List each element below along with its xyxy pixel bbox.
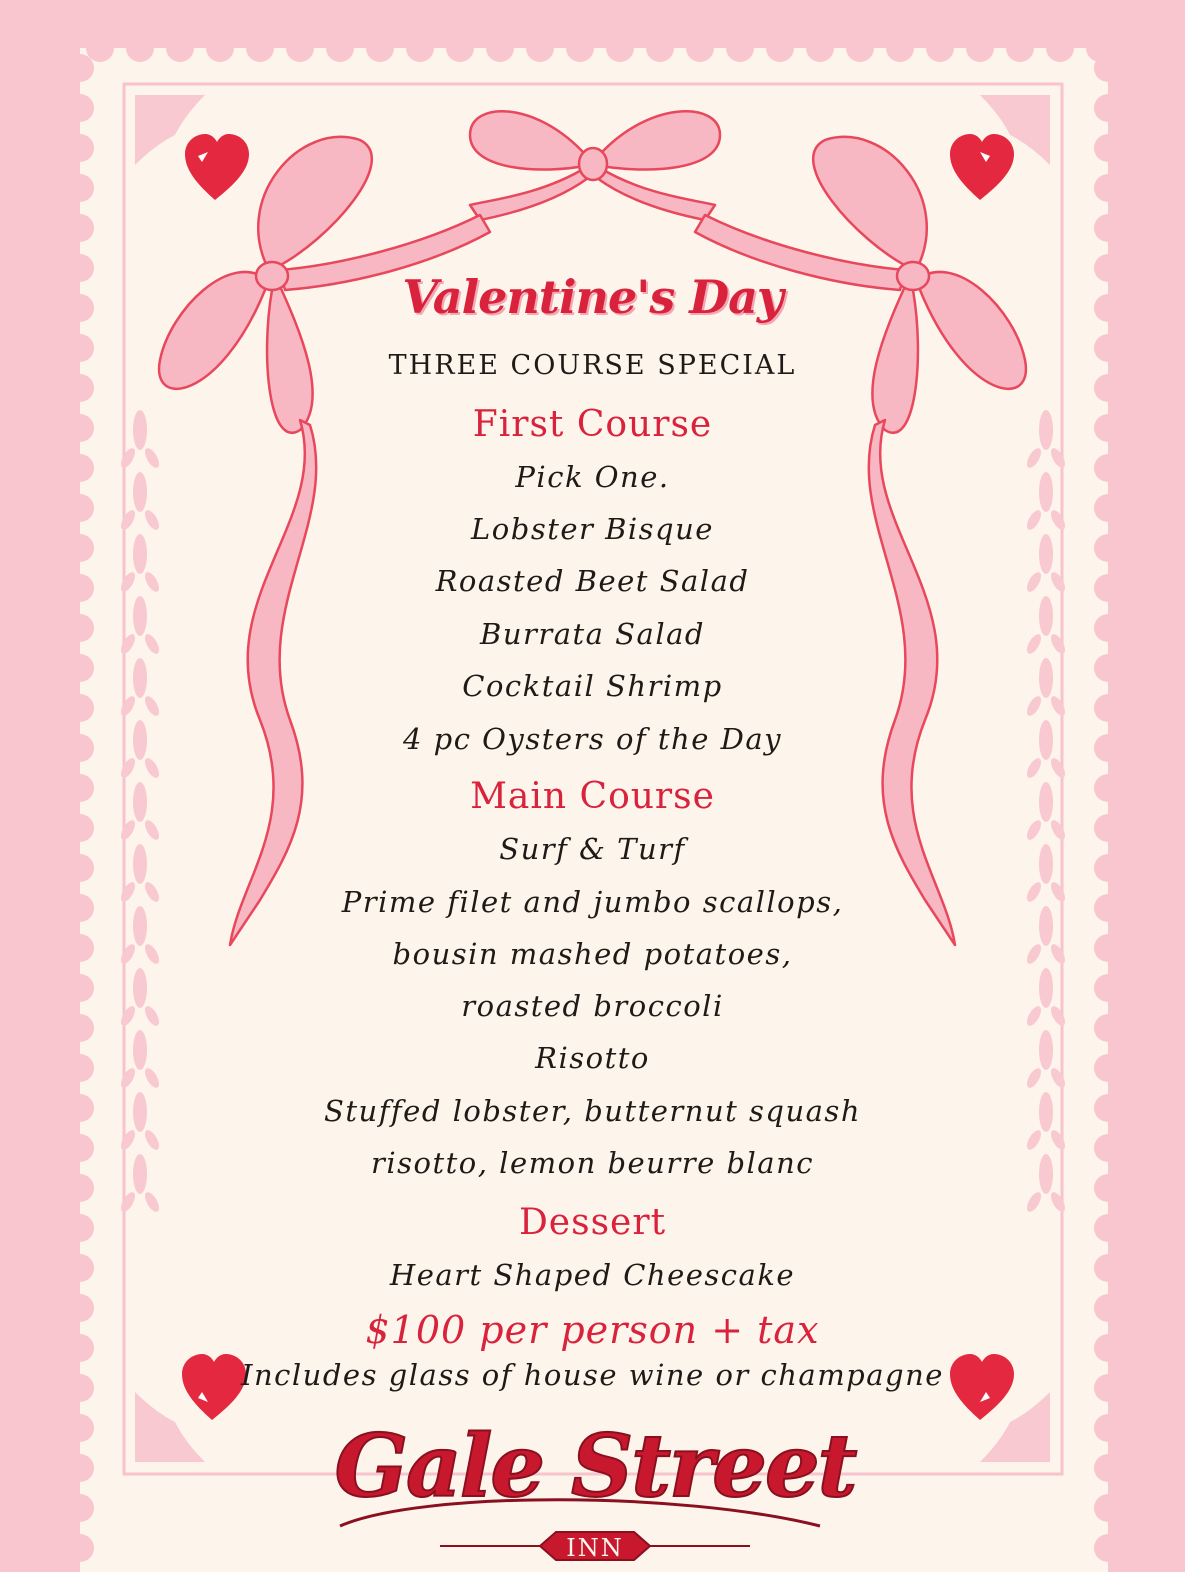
logo-wordmark: Gale Street [334, 1416, 856, 1517]
menu-item: Heart Shaped Cheescake [389, 1258, 796, 1292]
menu-item: Burrata Salad [480, 617, 705, 651]
dessert-heading: Dessert [518, 1202, 667, 1243]
menu-item: Stuffed lobster, butternut squash [324, 1094, 861, 1128]
menu-item: Cocktail Shrimp [462, 669, 723, 703]
gale-street-inn-logo [300, 1396, 890, 1572]
menu-item: Roasted Beet Salad [435, 564, 750, 598]
menu-item: roasted broccoli [461, 989, 724, 1023]
menu-item: risotto, lemon beurre blanc [370, 1146, 815, 1180]
menu-item: bousin mashed potatoes, [392, 937, 793, 971]
menu-item: Prime filet and jumbo scallops, [341, 885, 844, 919]
main-course-heading: Main Course [470, 776, 715, 817]
includes-note: Includes glass of house wine or champagne [241, 1358, 944, 1392]
menu-subtitle: THREE COURSE SPECIAL [388, 350, 797, 381]
logo-subtitle: INN [566, 1534, 624, 1562]
menu-item: Pick One. [515, 460, 670, 494]
menu-item: Lobster Bisque [471, 512, 714, 546]
first-course-heading: First Course [472, 404, 713, 445]
menu-item: 4 pc Oysters of the Day [402, 722, 783, 756]
menu-item: Surf & Turf [499, 832, 686, 866]
price-text: $100 per person + tax [365, 1308, 820, 1352]
menu-item: Risotto [535, 1041, 650, 1075]
menu-title: Valentine's Day [402, 270, 783, 324]
